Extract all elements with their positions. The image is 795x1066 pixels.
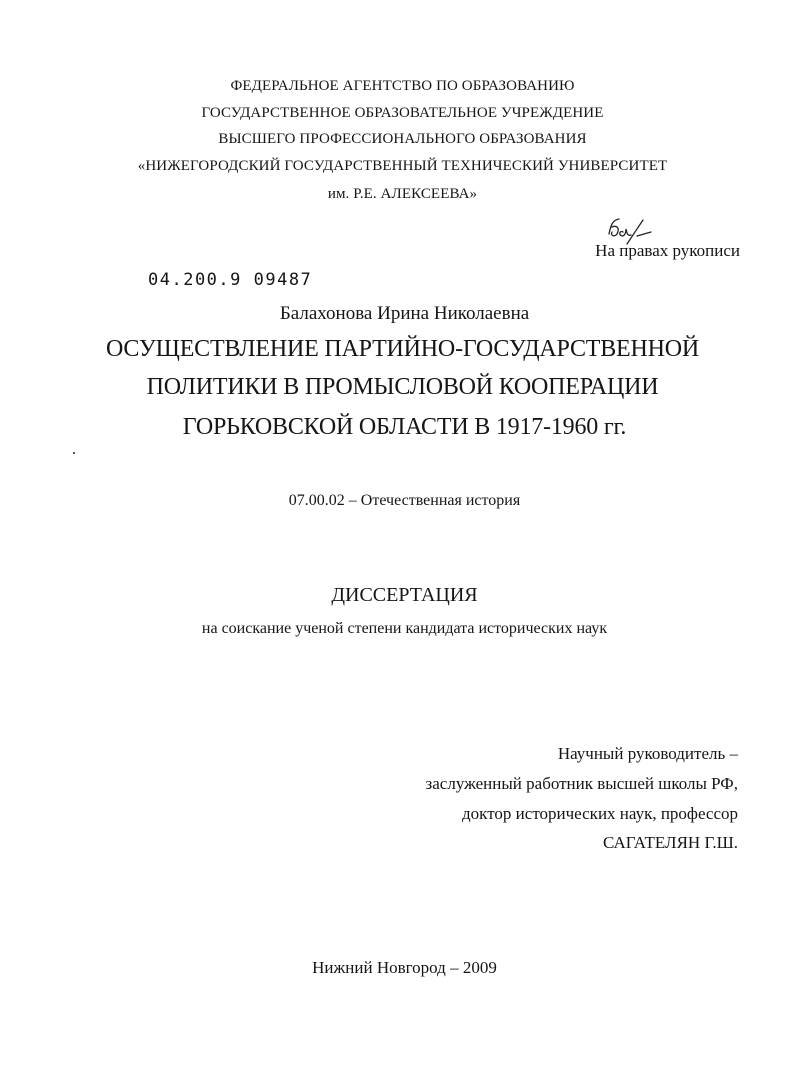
supervisor-role: Научный руководитель – xyxy=(557,744,738,763)
scan-speck xyxy=(73,452,75,454)
agency-name: ФЕДЕРАЛЬНОЕ АГЕНТСТВО ПО ОБРАЗОВАНИЮ xyxy=(230,78,575,94)
title-line-2: ПОЛИТИКИ В ПРОМЫСЛОВОЙ КООПЕРАЦИИ xyxy=(146,374,659,400)
supervisor-honor: заслуженный работник высшей школы РФ, xyxy=(425,774,738,793)
institution-type: ГОСУДАРСТВЕННОЕ ОБРАЗОВАТЕЛЬНОЕ УЧРЕЖДЕНИЕ xyxy=(201,105,604,121)
document-type: ДИССЕРТАЦИЯ xyxy=(331,584,478,606)
supervisor-name: САГАТЕЛЯН Г.Ш. xyxy=(602,833,738,852)
degree-description: на соискание ученой степени кандидата исторических наук xyxy=(201,620,608,637)
specialty-code: 07.00.02 – Отечественная история xyxy=(288,492,521,509)
author-name: Балахонова Ирина Николаевна xyxy=(279,303,530,324)
registration-number-stamp: 04.200.9 09487 xyxy=(148,270,313,290)
title-line-1: ОСУЩЕСТВЛЕНИЕ ПАРТИЙНО-ГОСУДАРСТВЕННОЙ xyxy=(105,336,700,362)
university-name: «НИЖЕГОРОДСКИЙ ГОСУДАРСТВЕННЫЙ ТЕХНИЧЕСКИЙ УНИВЕРСИТЕТ xyxy=(137,158,668,174)
manuscript-rights-note: На правах рукописи xyxy=(595,241,740,260)
city-year: Нижний Новгород – 2009 xyxy=(312,958,497,977)
university-namesake: им. Р.Е. АЛЕКСЕЕВА» xyxy=(327,186,478,202)
title-line-3: ГОРЬКОВСКОЙ ОБЛАСТИ В 1917-1960 гг. xyxy=(182,414,627,440)
institution-level: ВЫСШЕГО ПРОФЕССИОНАЛЬНОГО ОБРАЗОВАНИЯ xyxy=(218,131,587,147)
supervisor-rank: доктор исторических наук, профессор xyxy=(462,804,738,823)
